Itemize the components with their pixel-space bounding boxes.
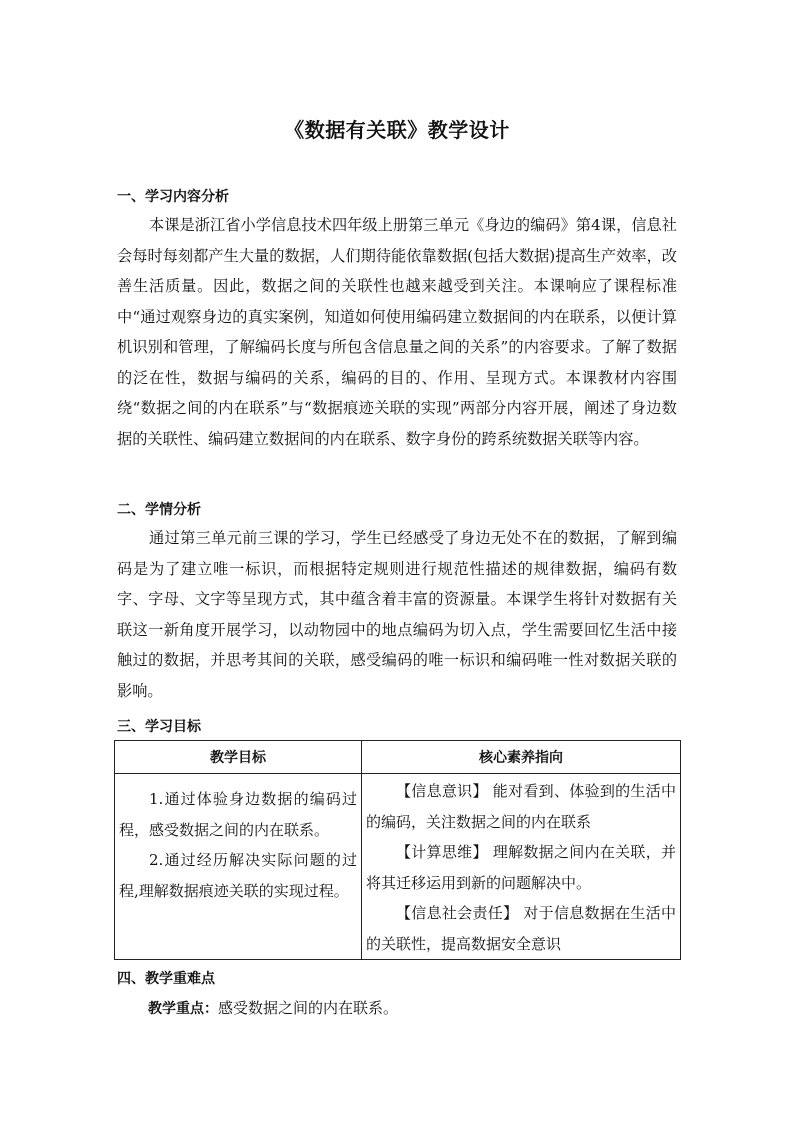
key-point-text: 感受数据之间的内在联系。 [218, 999, 399, 1017]
header-core-literacy: 核心素养指向 [362, 741, 681, 774]
header-teaching-goals: 教学目标 [115, 741, 362, 774]
document-title: 《数据有关联》教学设计 [284, 118, 510, 142]
learner-analysis-paragraph: 通过第三单元前三课的学习，学生已经感受了身边无处不在的数据，了解到编码是为了建立唯一标识，而根据特定规则进行规范性描述的规律数据，编码有数字、字母、文字等呈现方式，其中蕴含着丰富的资源量。本课学生将针对数据有关联这一新角度开展学习，以动物园中的地点编码为切入点，学生需要回忆生活中接触过的数据，并思考其间的关联，感受编码的唯一标识和编码唯一性对数据关联的影响。 [117, 529, 677, 700]
core-literacy-item: 【计算思维】 理解数据之间内在关联，并将其迁移运用到新的问题解决中。 [366, 843, 676, 892]
section-heading-content-analysis: 一、学习内容分析 [117, 189, 229, 205]
content-analysis-paragraph: 本课是浙江省小学信息技术四年级上册第三单元《身边的编码》第4课，信息社会每时每刻都产生大量的数据，人们期待能依靠数据(包括大数据)提高生产效率，改善生活质量。因此，数据之间的关联性也越来越受到关注。本课响应了课程标准中“通过观察身边的真实案例，知道如何使用编码建立数据间的内在联系，以便计算机识别和管理，了解编码长度与所包含信息量之间的关系”的内容要求。了解了数据的泛在性，数据与编码的关系，编码的目的、作用、呈现方式。本课教材内容围绕“数据之间的内在联系”与“数据痕迹关联的实现”两部分内容开展，阐述了身边数据的关联性、编码建立数据间的内在联系、数字身份的跨系统数据关联等内容。 [117, 216, 677, 448]
core-literacy-cell [362, 774, 681, 960]
teaching-goals-cell [115, 774, 362, 960]
table-row [115, 774, 681, 960]
core-literacy-item: 【信息社会责任】 对于信息数据在生活中的关联性，提高数据安全意识 [366, 904, 676, 953]
table-header-row [115, 741, 681, 774]
core-literacy-item: 【信息意识】 能对看到、体验到的生活中的编码，关注数据之间的内在联系 [366, 782, 676, 831]
teaching-goal-item: 2.通过经历解决实际问题的过程,理解数据痕迹关联的实现过程。 [119, 851, 357, 900]
section-heading-learning-goals: 三、学习目标 [117, 719, 201, 735]
learning-goals-table [114, 740, 681, 960]
key-point-line [148, 997, 398, 1018]
key-point-label: 教学重点： [148, 1001, 218, 1017]
teaching-goal-item: 1.通过体验身边数据的编码过程，感受数据之间的内在联系。 [119, 790, 357, 839]
section-heading-learner-analysis: 二、学情分析 [117, 502, 201, 518]
section-heading-key-difficulties: 四、教学重难点 [117, 971, 215, 987]
